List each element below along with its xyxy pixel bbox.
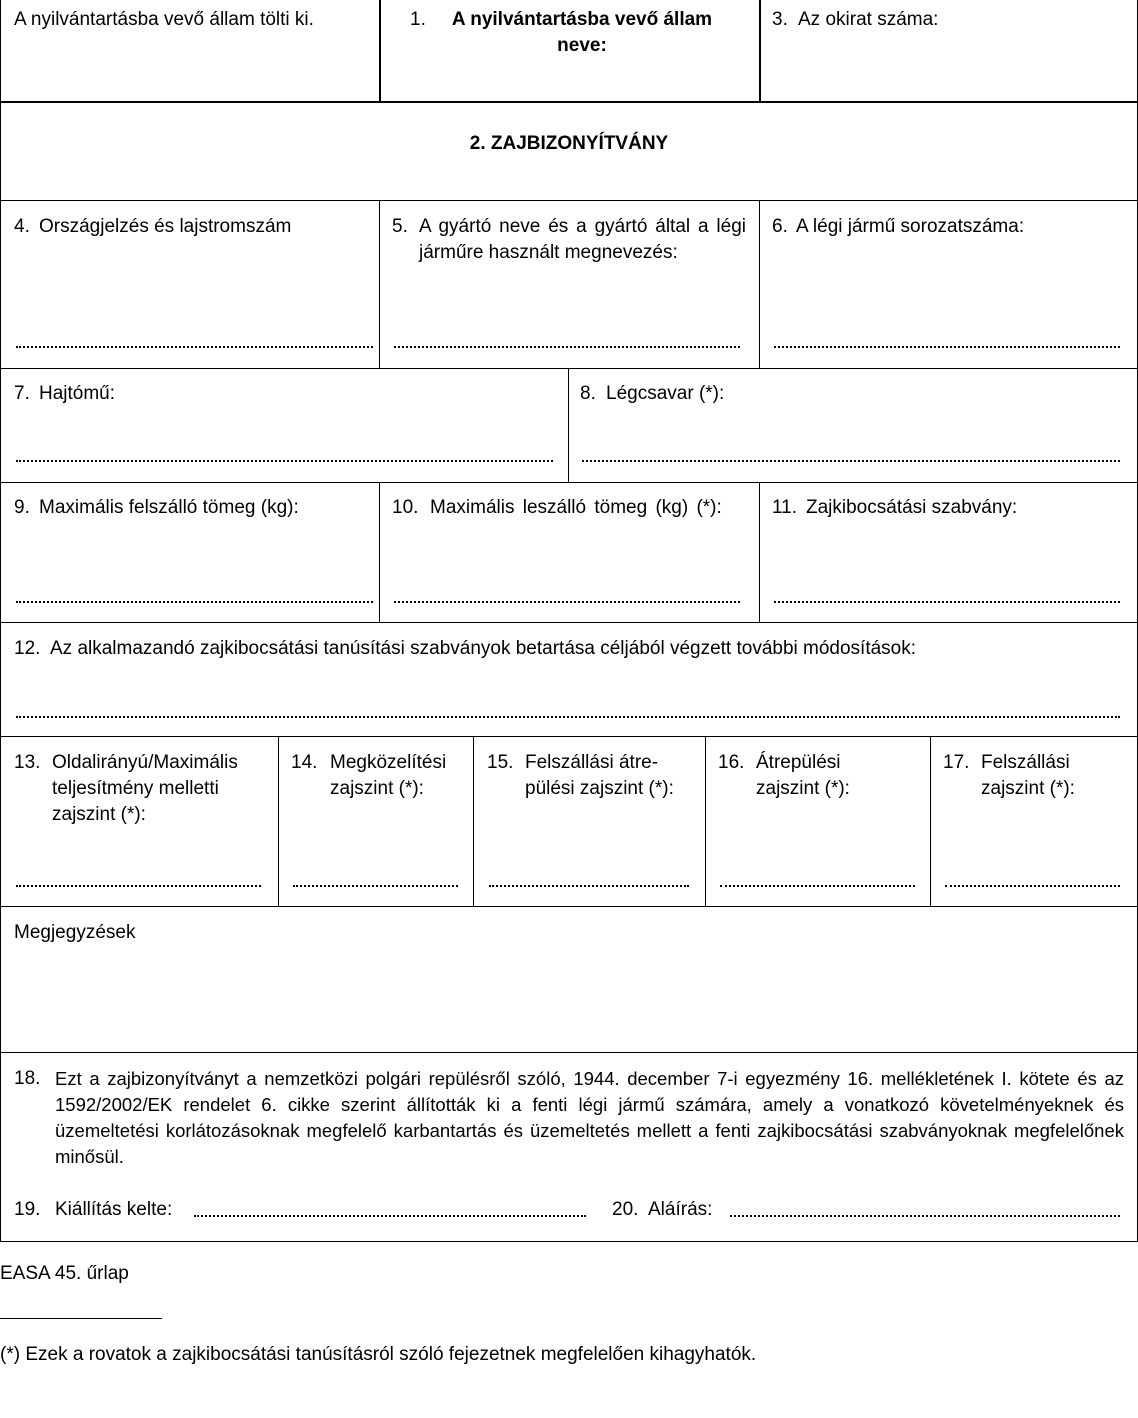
divider [0,482,1138,483]
divider [759,200,760,368]
field-4-number: 4. [14,216,30,237]
divider [379,482,380,622]
field-7-label: Hajtómű: [39,383,116,404]
field-12-input[interactable] [16,716,1120,718]
field-18-text: Ezt a zajbizonyítványt a nemzetközi polgári repülésről szóló, 1944. december 7-i egyezmény 16. mellékletének I. kötete és az 1592/2002/EK rendelet 6. cikke szerint állították ki a fenti légi jármű számára, amely a vonatkozó követelményeknek és üzemeltetési korlátozásoknak megfelelő karbantartás és üzemeltetés mellett a fenti zajkibocsátási szabványoknak megfelelőnek minősül. [55,1068,1124,1167]
field-3-number: 3. [772,9,788,30]
divider [0,736,1138,737]
field-13-number: 13. [14,752,41,773]
filled-by-state-note: A nyilvántartásba vevő állam tölti ki. [14,9,314,30]
field-19-label: Kiállítás kelte: [55,1199,173,1220]
field-17-number: 17. [943,752,970,773]
footnote: (*) Ezek a rovatok a zajkibocsátási tanúsításról szóló fejezetnek megfelelően kihagyhatók. [0,1344,757,1365]
field-8-label: Légcsavar (*): [606,383,725,404]
field-8-input[interactable] [582,460,1120,462]
field-1-label: A nyilvántartásba vevő állam neve: [451,9,713,56]
field-12-label: Az alkalmazandó zajkibocsátási tanúsítási szabványok betartása céljából végzett további módosítások: [50,638,917,659]
field-11-number: 11. [772,497,798,518]
field-6-input[interactable] [774,346,1120,348]
field-10-label: Maximális leszálló tömeg (kg) (*): [430,497,722,518]
field-15-number: 15. [487,752,514,773]
field-13-input[interactable] [16,885,261,887]
field-11-label: Zajkibocsátási szabvány: [806,497,1018,518]
divider [568,368,569,482]
field-3-label: Az okirat száma: [798,9,939,30]
field-17-label: Felszállási zajszint (*): [981,752,1075,799]
field-6-number: 6. [772,216,788,237]
field-15-label: Felszállási átre-pülési zajszint (*): [525,752,674,799]
field-12-number: 12. [14,638,41,659]
field-16-number: 16. [718,752,745,773]
divider [278,736,279,906]
divider [0,1052,1138,1053]
divider [0,622,1138,623]
remarks-area[interactable] [2,950,1136,1050]
field-11-input[interactable] [774,601,1120,603]
field-15-input[interactable] [489,885,689,887]
field-7-input[interactable] [16,460,553,462]
field-17-input[interactable] [945,885,1120,887]
field-14-input[interactable] [293,885,458,887]
field-5-label: A gyártó neve és a gyártó által a légi járműre használt megnevezés: [419,216,746,263]
field-1-number: 1. [410,9,426,30]
divider [705,736,706,906]
field-4-input[interactable] [16,346,373,348]
field-18-number: 18. [14,1068,41,1089]
certificate-title: 2. ZAJBIZONYÍTVÁNY [469,133,669,154]
field-10-input[interactable] [394,601,740,603]
remarks-label: Megjegyzések [14,922,136,943]
issue-date-input[interactable] [194,1215,586,1217]
divider [379,200,380,368]
field-9-input[interactable] [16,601,373,603]
divider [930,736,931,906]
field-20-label: Aláírás: [648,1199,713,1220]
footnote-rule [0,1318,162,1319]
field-20-number: 20. [612,1199,639,1220]
divider [0,368,1138,369]
field-7-number: 7. [14,383,30,404]
divider [0,200,1138,201]
field-14-number: 14. [291,752,318,773]
field-5-input[interactable] [394,346,740,348]
signature-input[interactable] [730,1215,1120,1217]
field-9-label: Maximális felszálló tömeg (kg): [39,497,299,518]
field-8-number: 8. [580,383,596,404]
field-14-label: Megközelítési zajszint (*): [330,752,447,799]
field-4-label: Országjelzés és lajstromszám [39,216,292,237]
field-9-number: 9. [14,497,30,518]
field-5-number: 5. [392,216,408,237]
field-13-label: Oldalirányú/Maximális teljesítmény melletti zajszint (*): [52,752,238,825]
field-16-label: Átrepülési zajszint (*): [756,752,850,799]
form-name: EASA 45. űrlap [0,1263,129,1284]
divider [473,736,474,906]
field-6-label: A légi jármű sorozatszáma: [796,216,1025,237]
field-10-number: 10. [392,497,419,518]
divider [0,906,1138,907]
divider [759,482,760,622]
field-19-number: 19. [14,1199,41,1220]
field-16-input[interactable] [720,885,915,887]
